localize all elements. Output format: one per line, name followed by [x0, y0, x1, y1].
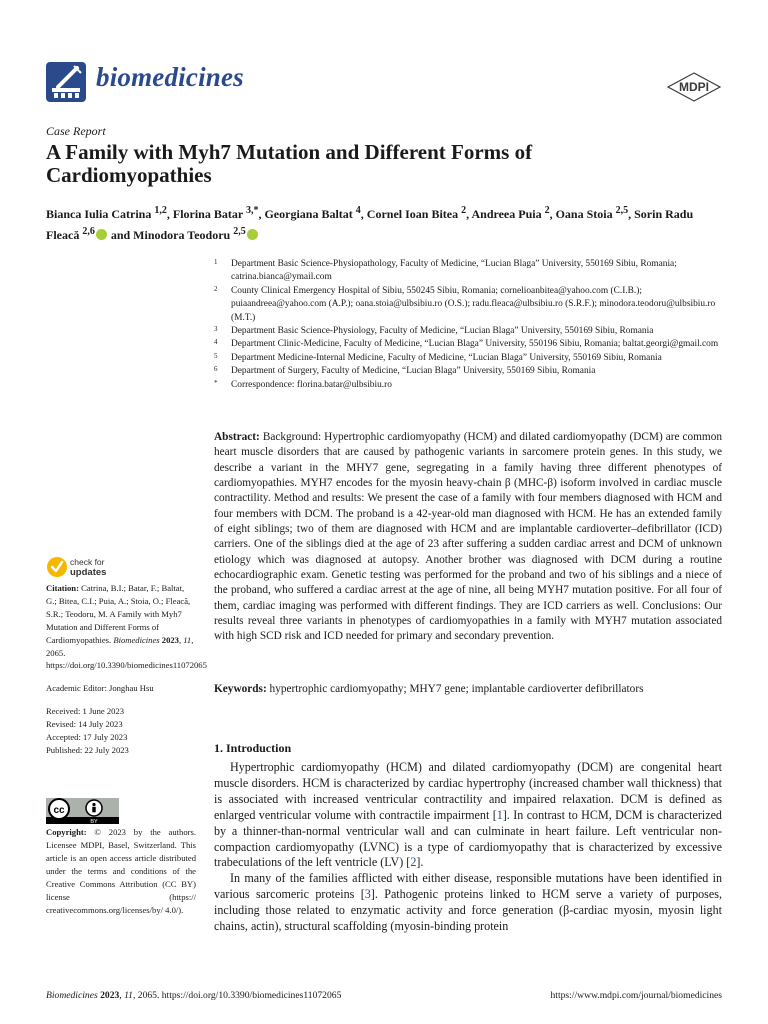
- affiliation-mark: 3: [214, 325, 218, 334]
- affiliation-item: [212, 352, 727, 365]
- citation-text: Catrina, B.I.; Batar, F.; Baltat, G.; Bitea, C.I.; Puia, A.; Stoia, O.; Fleacă, S.R.; Teodoru, M. A Family with Myh7 Mutation and Different Forms of Cardiomyopathies.: [46, 583, 191, 645]
- copyright-text: © 2023 by the authors. Licensee MDPI, Basel, Switzerland. This article is an open access article distributed under the terms and conditions of the Creative Commons Attribution (CC BY) license (https:// creativecommons.org/licenses/by/ 4.0/).: [46, 827, 196, 915]
- copyright-notice: [46, 826, 196, 917]
- citation-link[interactable]: 3: [364, 887, 371, 902]
- citation: Citation: Catrina, B.I.; Batar, F.; Baltat, G.; Bitea, C.I.; Puia, A.; Stoia, O.; Fleacă, S.R.; Teodoru, M. A Family with Myh7 Mutation and Different Forms of Cardiomyopathies. Biomedicines 2023, 11, 2065. https://doi.org/10.3390/biomedicines11072065: [46, 583, 207, 671]
- footer-journal: Biomedicines: [46, 990, 98, 1001]
- affiliation-text: Department Medicine-Internal Medicine, Faculty of Medicine, “Lucian Blaga” University, 550169 Sibiu, Romania: [231, 352, 662, 363]
- keywords: [214, 682, 722, 697]
- citation-label: Citation:: [46, 583, 79, 593]
- affiliation-mark: *: [214, 378, 218, 387]
- affiliation-mark: 4: [214, 338, 218, 347]
- citation-journal: Biomedicines: [113, 634, 160, 645]
- cc-label: BY: [90, 819, 98, 824]
- orcid-icon[interactable]: [247, 229, 258, 240]
- affiliation-text: County Clinical Emergency Hospital of Sibiu, 550245 Sibiu, Romania; cornelioanbitea@yahoo.com (C.I.B.); puiaandreea@yahoo.com (A.P.); oana.stoia@ulbsibiu.ro (O.S.); radu.fleaca@ulbsibiu.ro (S.R.F.); minodora.teodoru@ulbsibiu.ro (M.T.): [231, 285, 716, 323]
- updates-line2: updates: [70, 567, 107, 578]
- affiliation-text: Department of Surgery, Faculty of Medicine, “Lucian Blaga” University, 550169 Sibiu, Romania: [231, 366, 596, 377]
- affiliation-item: [212, 365, 727, 378]
- affiliation-text: Department Basic Science-Physiopathology, Faculty of Medicine, “Lucian Blaga” University, 550169 Sibiu, Romania; catrina.bianca@ymail.com: [231, 259, 677, 283]
- citation-year: 2023: [161, 634, 179, 645]
- footer-volume: 11: [124, 990, 133, 1001]
- published-date: Published: 22 July 2023: [46, 744, 129, 755]
- accepted-date: Accepted: 17 July 2023: [46, 732, 128, 743]
- affiliation-item: [212, 258, 727, 285]
- check-for-updates-badge[interactable]: [46, 555, 116, 579]
- paragraph: Hypertrophic cardiomyopathy (HCM) and dilated cardiomyopathy (DCM) are congenital heart muscle disorders. HCM is characterized by cardiac hypertrophy (increased chamber wall thickness) that is associated with increased ventricular contractility and impaired relaxation. DCM is defined as enlarged ventricular volume with contractile impairment [1]. In contrast to HCM, DCM is characterized by a thinner-than-normal ventricular wall and can culminate in heart failure. Left ventricular non-compaction cardiomyopathy (LVNC) is a type of cardiomyopathy that is characterized by excessive trabeculations of the left ventricle (LV) [2].: [214, 760, 722, 870]
- paragraph: In many of the families afflicted with either disease, responsible mutations have been identified in various sarcomeric proteins [3]. Pathogenic proteins linked to HCM serve a variety of purposes, including those related to enzymatic activity and force generation (β-cardiac myosin, myosin light chains, actin), structural scaffolding (myosin-binding protein: [214, 871, 722, 934]
- article-type: Case Report: [46, 124, 106, 138]
- affiliation-mark: 1: [214, 258, 218, 266]
- affiliation-text: Correspondence: florina.batar@ulbsibiu.ro: [231, 379, 392, 390]
- copyright-label: Copyright:: [46, 827, 87, 837]
- introduction-body: [214, 760, 722, 935]
- revised-date: Revised: 14 July 2023: [46, 719, 123, 730]
- orcid-icon[interactable]: [96, 229, 107, 240]
- journal-name: biomedicines: [96, 62, 244, 92]
- affiliation-item: [212, 325, 727, 338]
- article-title: A Family with Myh7 Mutation and Different Forms of Cardiomyopathies: [46, 140, 533, 187]
- updates-line1: check for: [70, 557, 105, 567]
- citation-volume: 11: [183, 634, 192, 645]
- affiliation-mark: 2: [214, 284, 218, 293]
- footer-year: 2023: [100, 990, 120, 1001]
- footer-citation: Biomedicines 2023, 11, 2065. https://doi.org/10.3390/biomedicines11072065: [46, 990, 342, 1001]
- mdpi-logo[interactable]: [666, 72, 722, 102]
- affiliation-text: Department Basic Science-Physiology, Faculty of Medicine, “Lucian Blaga” University, 550169 Sibiu, Romania: [231, 326, 654, 337]
- affiliation-item: [212, 285, 727, 325]
- abstract-label: Abstract:: [214, 431, 260, 443]
- citation-link[interactable]: 1: [496, 807, 503, 822]
- abstract-text: Background: Hypertrophic cardiomyopathy (HCM) and dilated cardiomyopathy (DCM) are common heart muscle disorders that are caused by pathogenic variants in sarcomere protein genes. In this study, we describe a variant in the MHY7 gene, segregating in a family having three different phenotypes of cardiomyopathies. MYH7 encodes for the myosin heavy-chain β (MHC-β) isoform involved in cardiac muscle contractility. Method and results: We present the case of a family with four members diagnosed with HCM and four members with DCM. The proband is a 42-year-old man diagnosed with HCM. He has an extended family of eight siblings; two of them are diagnosed with HCM and are implantable cardioverter–defibrillator (ICD) carriers. One of the siblings died at the age of 23 after suffering a sudden cardiac arrest and DCM of unknown etiology which was diagnosed at autopsy. Another brother was diagnosed with DCM during a routine echocardiographic exam. Genetic testing was performed for the proband and two of his siblings and a niece of the proband, who suffered a cardiac arrest at the age of nine, all being MYH7 mutation positive. For all four of them, cardiac imaging was performed with different findings. They are ICD carriers as well. Conclusions: Our results reveal three variants in phenotypes of cardiomyopathies in a family with MYH7 mutation associated with high SCD risk and ICD needed for primary and secondary prevention.: [214, 431, 723, 643]
- citation-link[interactable]: 2: [410, 855, 417, 870]
- citation-doi[interactable]: , 2065. https://doi.org/10.3390/biomedicines11072065: [46, 634, 207, 671]
- footer-doi-link[interactable]: , 2065. https://doi.org/10.3390/biomedicines11072065: [132, 990, 342, 1001]
- academic-editor: Academic Editor: Jonghau Hsu: [46, 683, 154, 694]
- keywords-text: hypertrophic cardiomyopathy; MHY7 gene; implantable cardioverter defibrillators: [269, 683, 644, 695]
- sidebar-info: [46, 582, 207, 757]
- affiliation-item: [212, 379, 727, 392]
- section-heading: 1. Introduction: [214, 741, 292, 755]
- affiliation-list: [212, 258, 727, 392]
- abstract: [214, 430, 722, 645]
- mdpi-logo-text: MDPI: [679, 80, 709, 94]
- affiliation-mark: 6: [214, 365, 218, 374]
- received-date: Received: 1 June 2023: [46, 706, 125, 717]
- footer-journal-url[interactable]: https://www.mdpi.com/journal/biomedicines: [550, 990, 722, 1001]
- test-tube-rack-icon: [44, 60, 88, 104]
- affiliation-item: [212, 338, 727, 351]
- keywords-label: Keywords:: [214, 683, 267, 695]
- affiliation-text: Department Clinic-Medicine, Faculty of Medicine, “Lucian Blaga” University, 550196 Sibiu, Romania; baltat.georgi@gmail.com: [231, 339, 719, 350]
- svg-text:cc: cc: [53, 805, 65, 816]
- author-list: Bianca Iulia Catrina $^{1,2}$, Florina Batar $^{3,*}$, Georgiana Baltat $^4$, Cornel Ioan Bitea $^2$, Andreea Puia $^2$, Oana Stoia $^{2,5}$, Sorin Radu Fleacă $^{2,6}$ and Minodora Teodoru $^{2,5}$: [46, 205, 694, 242]
- affiliation-mark: 5: [214, 351, 218, 360]
- cc-by-license-badge[interactable]: [46, 798, 119, 824]
